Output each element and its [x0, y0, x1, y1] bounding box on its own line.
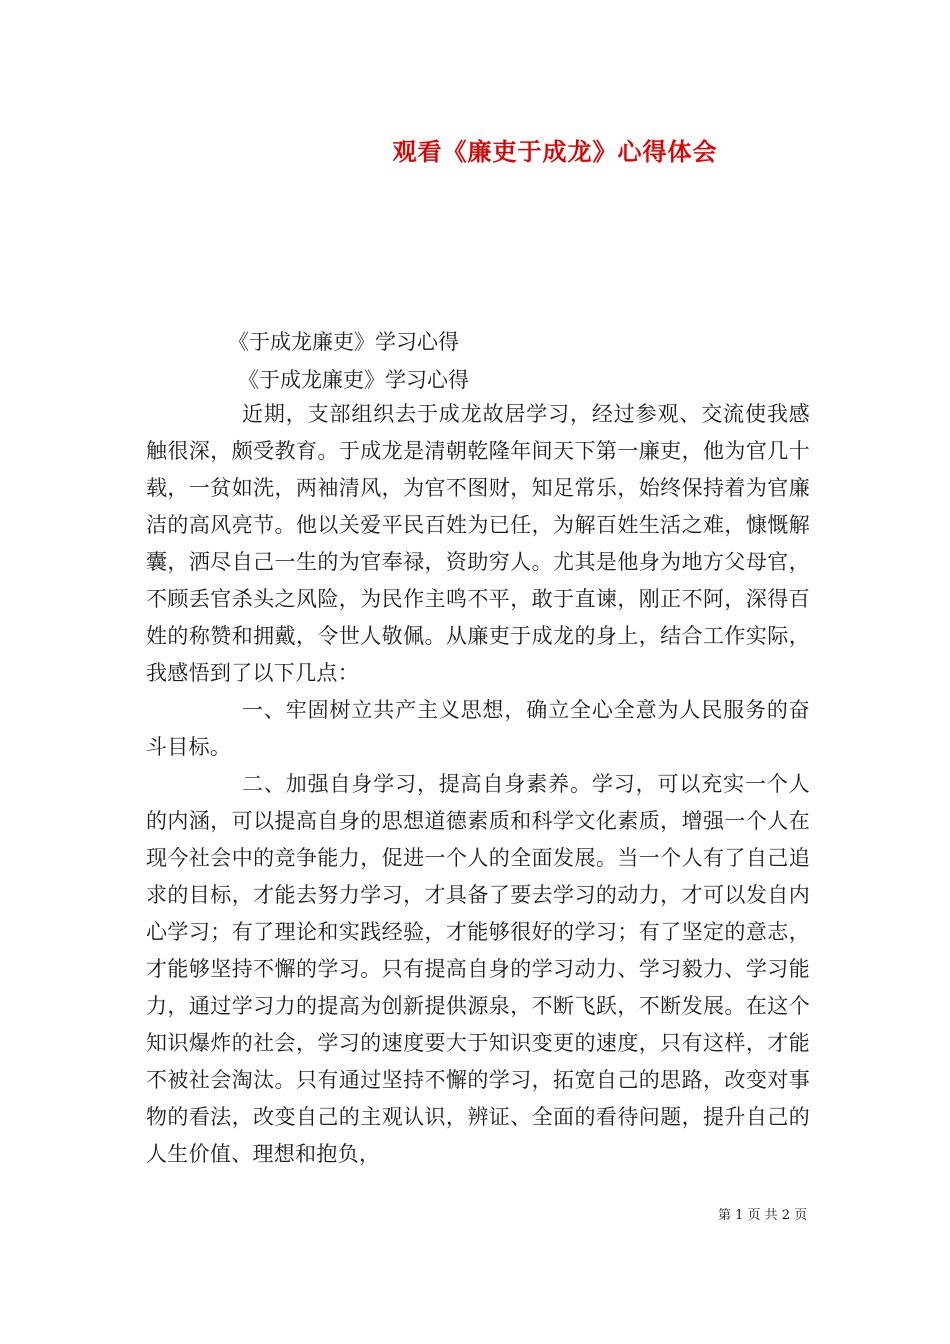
subtitle-2: 《于成龙廉吏》学习心得 [238, 368, 469, 392]
paragraph-point-1: 一、牢固树立共产主义思想，确立全心全意为人民服务的奋斗目标。 [146, 698, 810, 759]
paragraph-point-2: 二、加强自身学习，提高自身素养。学习，可以充实一个人的内涵，可以提高自身的思想道德素质和科学文化素质，增强一个人在现今社会中的竞争能力，促进一个人的全面发展。当一个人有了自己追求的目标，才能去努力学习，才具备了要去学习的动力，才可以发自内心学习；有了理论和实践经验，才能够很好的学习；有了坚定的意志，才能够坚持不懈的学习。只有提高自身的学习动力、学习毅力、学习能力，通过学习力的提高为创新提供源泉，不断飞跃，不断发展。在这个知识爆炸的社会，学习的速度要大于知识变更的速度，只有这样，才能不被社会淘汰。只有通过坚持不懈的学习，拓宽自己的思路，改变对事物的看法，改变自己的主观认识，辨证、全面的看待问题，提升自己的人生价值、理想和抱负， [146, 772, 810, 1166]
paragraph-intro: 近期，支部组织去于成龙故居学习，经过参观、交流使我感触很深，颇受教育。于成龙是清朝乾隆年间天下第一廉吏，他为官几十载，一贫如洗，两袖清风，为官不图财，知足常乐，始终保持着为官廉洁的高风亮节。他以关爱平民百姓为已任，为解百姓生活之难，慷慨解囊，洒尽自己一生的为官奉禄，资助穷人。尤其是他身为地方父母官，不顾丢官杀头之风险，为民作主鸣不平，敢于直谏，刚正不阿，深得百姓的称赞和拥戴，令世人敬佩。从廉吏于成龙的身上，结合工作实际，我感悟到了以下几点： [146, 402, 810, 685]
page-footer: 第 1 页 共 2 页 [718, 1208, 808, 1223]
document-title: 观看《廉吏于成龙》心得体会 [392, 137, 718, 166]
document-body [146, 396, 810, 1173]
subtitle-1: 《于成龙廉吏》学习心得 [228, 330, 459, 354]
